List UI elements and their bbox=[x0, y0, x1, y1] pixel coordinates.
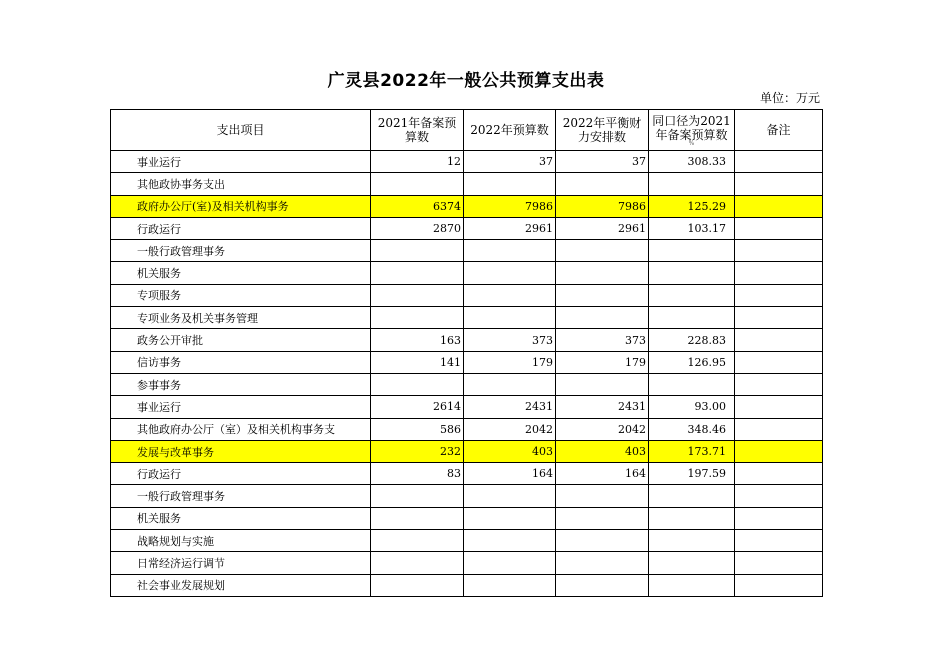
row-ratio-cell: 103.17 bbox=[649, 217, 735, 239]
row-name-cell: 政务公开审批 bbox=[111, 329, 371, 351]
row-budget-2021-cell bbox=[371, 307, 464, 329]
row-balance-2022-cell: 2431 bbox=[556, 396, 649, 418]
row-note-cell bbox=[735, 440, 823, 462]
row-budget-2021-cell bbox=[371, 530, 464, 552]
row-ratio-cell: 228.83 bbox=[649, 329, 735, 351]
row-budget-2021-cell: 12 bbox=[371, 151, 464, 173]
row-budget-2022-cell bbox=[464, 173, 556, 195]
row-ratio-cell bbox=[649, 173, 735, 195]
row-note-cell bbox=[735, 262, 823, 284]
table-row bbox=[111, 463, 823, 485]
row-balance-2022-cell: 2042 bbox=[556, 418, 649, 440]
row-note-cell bbox=[735, 574, 823, 596]
table-row bbox=[111, 552, 823, 574]
table-body bbox=[111, 151, 823, 597]
row-name-cell: 其他政府办公厅（室）及相关机构事务支 bbox=[111, 418, 371, 440]
table-row bbox=[111, 329, 823, 351]
row-name-cell: 行政运行 bbox=[111, 463, 371, 485]
row-budget-2022-cell bbox=[464, 262, 556, 284]
table-row bbox=[111, 262, 823, 284]
header-item: 支出项目 bbox=[111, 110, 371, 151]
row-name-cell: 一般行政管理事务 bbox=[111, 485, 371, 507]
row-balance-2022-cell: 37 bbox=[556, 151, 649, 173]
table-row bbox=[111, 396, 823, 418]
row-ratio-cell: 125.29 bbox=[649, 195, 735, 217]
table-row bbox=[111, 151, 823, 173]
row-budget-2021-cell: 6374 bbox=[371, 195, 464, 217]
row-budget-2022-cell: 164 bbox=[464, 463, 556, 485]
row-budget-2021-cell bbox=[371, 240, 464, 262]
row-note-cell bbox=[735, 463, 823, 485]
row-ratio-cell bbox=[649, 530, 735, 552]
row-name-cell: 专项业务及机关事务管理 bbox=[111, 307, 371, 329]
row-ratio-cell: 93.00 bbox=[649, 396, 735, 418]
table-row bbox=[111, 195, 823, 217]
row-budget-2022-cell bbox=[464, 507, 556, 529]
row-budget-2022-cell bbox=[464, 574, 556, 596]
row-balance-2022-cell: 373 bbox=[556, 329, 649, 351]
row-note-cell bbox=[735, 329, 823, 351]
row-budget-2021-cell bbox=[371, 552, 464, 574]
row-balance-2022-cell: 403 bbox=[556, 440, 649, 462]
row-budget-2022-cell: 2042 bbox=[464, 418, 556, 440]
row-ratio-cell bbox=[649, 485, 735, 507]
row-budget-2021-cell: 586 bbox=[371, 418, 464, 440]
row-budget-2022-cell: 2431 bbox=[464, 396, 556, 418]
row-ratio-cell bbox=[649, 307, 735, 329]
row-note-cell bbox=[735, 530, 823, 552]
row-budget-2021-cell: 163 bbox=[371, 329, 464, 351]
row-balance-2022-cell bbox=[556, 530, 649, 552]
row-balance-2022-cell bbox=[556, 485, 649, 507]
header-budget-2022: 2022年预算数 bbox=[464, 110, 556, 151]
row-name-cell: 事业运行 bbox=[111, 396, 371, 418]
row-ratio-cell: 197.59 bbox=[649, 463, 735, 485]
table-row bbox=[111, 507, 823, 529]
row-budget-2022-cell bbox=[464, 530, 556, 552]
page-title: 广灵县2022年一般公共预算支出表 bbox=[327, 71, 605, 91]
table-row bbox=[111, 217, 823, 239]
unit-label: 单位：万元 bbox=[759, 91, 820, 105]
row-budget-2021-cell bbox=[371, 284, 464, 306]
table-row bbox=[111, 530, 823, 552]
row-budget-2021-cell bbox=[371, 262, 464, 284]
row-balance-2022-cell bbox=[556, 262, 649, 284]
row-budget-2022-cell: 373 bbox=[464, 329, 556, 351]
row-budget-2021-cell: 232 bbox=[371, 440, 464, 462]
row-name-cell: 战略规划与实施 bbox=[111, 530, 371, 552]
row-balance-2022-cell: 2961 bbox=[556, 217, 649, 239]
row-name-cell: 其他政协事务支出 bbox=[111, 173, 371, 195]
row-budget-2022-cell: 7986 bbox=[464, 195, 556, 217]
row-name-cell: 行政运行 bbox=[111, 217, 371, 239]
row-balance-2022-cell: 7986 bbox=[556, 195, 649, 217]
row-budget-2022-cell bbox=[464, 240, 556, 262]
header-ratio-label: 同口径为2021年备案预算数 bbox=[652, 114, 731, 142]
row-ratio-cell bbox=[649, 507, 735, 529]
row-budget-2021-cell: 2870 bbox=[371, 217, 464, 239]
row-ratio-cell: 308.33 bbox=[649, 151, 735, 173]
row-name-cell: 机关服务 bbox=[111, 507, 371, 529]
table-row bbox=[111, 307, 823, 329]
row-name-cell: 专项服务 bbox=[111, 284, 371, 306]
header-note: 备注 bbox=[735, 110, 823, 151]
row-budget-2021-cell: 2614 bbox=[371, 396, 464, 418]
row-budget-2021-cell bbox=[371, 173, 464, 195]
row-name-cell: 日常经济运行调节 bbox=[111, 552, 371, 574]
row-note-cell bbox=[735, 151, 823, 173]
row-balance-2022-cell bbox=[556, 307, 649, 329]
header-balance-2022: 2022年平衡财力安排数 bbox=[556, 110, 649, 151]
row-name-cell: 一般行政管理事务 bbox=[111, 240, 371, 262]
row-budget-2022-cell bbox=[464, 552, 556, 574]
row-balance-2022-cell bbox=[556, 373, 649, 395]
row-note-cell bbox=[735, 307, 823, 329]
row-ratio-cell: 173.71 bbox=[649, 440, 735, 462]
table-row bbox=[111, 373, 823, 395]
row-budget-2021-cell bbox=[371, 574, 464, 596]
row-budget-2021-cell bbox=[371, 507, 464, 529]
row-balance-2022-cell bbox=[556, 284, 649, 306]
row-ratio-cell bbox=[649, 373, 735, 395]
row-name-cell: 政府办公厅(室)及相关机构事务 bbox=[111, 195, 371, 217]
row-ratio-cell bbox=[649, 240, 735, 262]
row-note-cell bbox=[735, 195, 823, 217]
row-ratio-cell bbox=[649, 574, 735, 596]
row-budget-2022-cell: 179 bbox=[464, 351, 556, 373]
table-row bbox=[111, 284, 823, 306]
row-budget-2022-cell bbox=[464, 373, 556, 395]
row-note-cell bbox=[735, 217, 823, 239]
row-ratio-cell bbox=[649, 552, 735, 574]
table-row bbox=[111, 240, 823, 262]
table-header-row bbox=[111, 110, 823, 151]
row-note-cell bbox=[735, 173, 823, 195]
row-budget-2021-cell: 141 bbox=[371, 351, 464, 373]
row-ratio-cell: 126.95 bbox=[649, 351, 735, 373]
table-row bbox=[111, 351, 823, 373]
table-row bbox=[111, 173, 823, 195]
row-budget-2021-cell bbox=[371, 485, 464, 507]
row-ratio-cell bbox=[649, 284, 735, 306]
row-budget-2021-cell: 83 bbox=[371, 463, 464, 485]
row-note-cell bbox=[735, 485, 823, 507]
row-ratio-cell bbox=[649, 262, 735, 284]
row-budget-2022-cell: 2961 bbox=[464, 217, 556, 239]
row-name-cell: 机关服务 bbox=[111, 262, 371, 284]
budget-table bbox=[110, 109, 823, 597]
row-note-cell bbox=[735, 351, 823, 373]
row-budget-2022-cell: 403 bbox=[464, 440, 556, 462]
row-name-cell: 发展与改革事务 bbox=[111, 440, 371, 462]
row-budget-2022-cell bbox=[464, 307, 556, 329]
row-balance-2022-cell bbox=[556, 507, 649, 529]
row-balance-2022-cell: 164 bbox=[556, 463, 649, 485]
row-note-cell bbox=[735, 507, 823, 529]
row-note-cell bbox=[735, 373, 823, 395]
table-row bbox=[111, 418, 823, 440]
row-budget-2021-cell bbox=[371, 373, 464, 395]
row-budget-2022-cell bbox=[464, 485, 556, 507]
header-ratio-sub: % bbox=[688, 140, 695, 147]
row-balance-2022-cell bbox=[556, 173, 649, 195]
table-row bbox=[111, 485, 823, 507]
table-row bbox=[111, 440, 823, 462]
header-ratio bbox=[649, 110, 735, 151]
row-ratio-cell: 348.46 bbox=[649, 418, 735, 440]
header-budget-2021: 2021年备案预算数 bbox=[371, 110, 464, 151]
row-name-cell: 事业运行 bbox=[111, 151, 371, 173]
row-note-cell bbox=[735, 396, 823, 418]
row-note-cell bbox=[735, 552, 823, 574]
row-name-cell: 信访事务 bbox=[111, 351, 371, 373]
row-name-cell: 社会事业发展规划 bbox=[111, 574, 371, 596]
row-balance-2022-cell: 179 bbox=[556, 351, 649, 373]
row-name-cell: 参事事务 bbox=[111, 373, 371, 395]
row-note-cell bbox=[735, 240, 823, 262]
row-balance-2022-cell bbox=[556, 574, 649, 596]
row-budget-2022-cell bbox=[464, 284, 556, 306]
table-row bbox=[111, 574, 823, 596]
row-balance-2022-cell bbox=[556, 240, 649, 262]
row-note-cell bbox=[735, 284, 823, 306]
row-budget-2022-cell: 37 bbox=[464, 151, 556, 173]
row-balance-2022-cell bbox=[556, 552, 649, 574]
row-note-cell bbox=[735, 418, 823, 440]
